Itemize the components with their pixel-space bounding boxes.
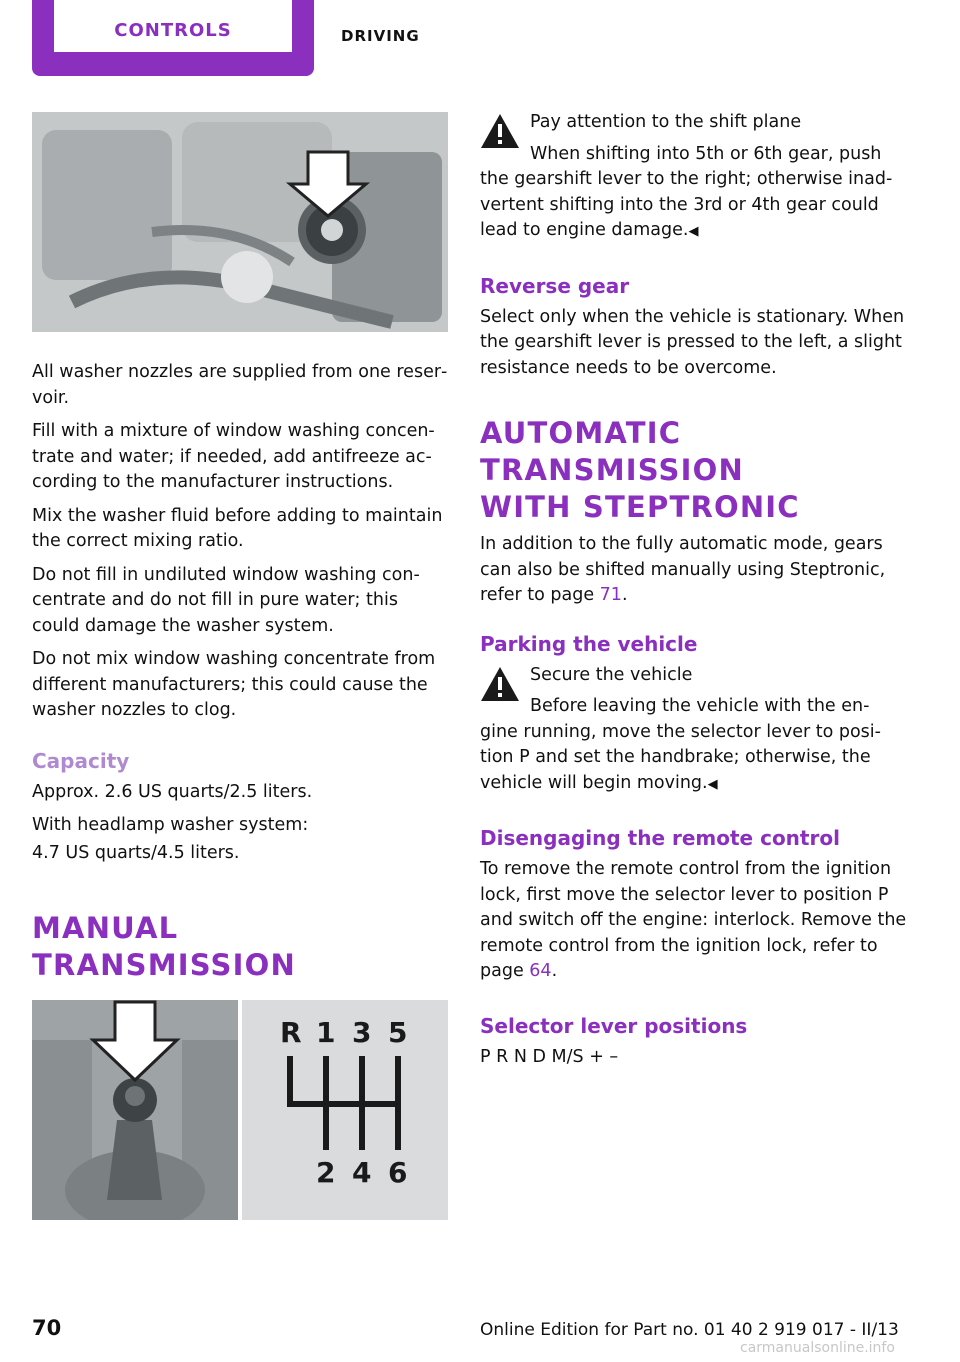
- tab-controls-label: CONTROLS: [114, 20, 232, 41]
- manual-transmission-heading: MANUAL TRANSMISSION: [32, 911, 296, 982]
- gear-label-r: R: [280, 1016, 302, 1049]
- selector-positions-text: P R N D M/S + –: [480, 1046, 619, 1067]
- automatic-transmission-heading-1: AUTOMATIC TRANSMISSION: [480, 416, 744, 487]
- end-marker-icon: ◀: [707, 776, 718, 792]
- shift-bottom-labels: [242, 1156, 448, 1190]
- gearshift-illustration: [32, 1000, 238, 1220]
- secure-vehicle-rest-text: gine running, move the selector lever to posi‐tion P and set the handbrake; otherwise, the vehicle will begin moving.: [480, 721, 881, 793]
- shift-plane-title: Pay attention to the shift plane: [530, 112, 802, 132]
- shift-plane-rest-text: the gearshift lever to the right; otherwise inad‐vertent shifting into the 3rd or 4th gear could lead to engine damage.: [480, 169, 893, 240]
- gearshift-photo: [32, 1000, 238, 1220]
- washer-reservoir-photo: [32, 112, 448, 332]
- shift-top-labels: [242, 1016, 448, 1050]
- tab-controls-inner: [54, 0, 292, 52]
- capacity-heading: Capacity: [32, 748, 130, 773]
- capacity-headlamp-value: 4.7 US quarts/4.5 liters.: [32, 842, 240, 863]
- secure-vehicle-title: Secure the vehicle: [530, 664, 693, 685]
- shift-plane-line1: When shifting into 5th or 6th gear, push: [530, 143, 882, 164]
- shift-pattern-diagram: [242, 1000, 448, 1220]
- disengaging-text: To remove the remote control from the ignition lock, first move the selector lever to position P and switch off the engine: interlock. Remove the remote control from the ignition lock, refer to page 64.: [480, 859, 907, 981]
- selector-positions-heading: Selector lever positions: [480, 1013, 748, 1038]
- tab-controls[interactable]: [32, 0, 314, 76]
- capacity-approx: Approx. 2.6 US quarts/2.5 liters.: [32, 781, 313, 802]
- warning-icon: [480, 665, 520, 703]
- tab-driving[interactable]: DRIVING: [341, 27, 420, 45]
- mix-fluid-text: Mix the washer fluid before adding to maintain the correct mixing ratio.: [32, 505, 443, 551]
- gear-label-1: 1: [316, 1016, 336, 1049]
- page-number: 70: [32, 1316, 62, 1340]
- reverse-gear-text: Select only when the vehicle is stationary. When the gearshift lever is pressed to the left, a slight resistance needs to be overcome.: [480, 306, 905, 378]
- left-column: [32, 112, 448, 1220]
- capacity-headlamp-label: With headlamp washer system:: [32, 815, 309, 835]
- end-marker-icon: ◀: [688, 224, 699, 239]
- secure-vehicle-warning: [480, 663, 912, 720]
- fill-mixture-text: Fill with a mixture of window washing concen‐trate and water; if needed, add antifreeze ac‐cording to the manufacturer instructions.: [32, 421, 435, 492]
- page-link-71[interactable]: 71: [599, 585, 622, 605]
- watermark: carmanualsonline.info: [740, 1340, 895, 1356]
- gear-label-4: 4: [352, 1156, 372, 1189]
- edition-text: Online Edition for Part no. 01 40 2 919 017 - II/13: [480, 1320, 899, 1340]
- washer-reservoir-illustration: [32, 112, 448, 332]
- parking-heading: Parking the vehicle: [480, 631, 698, 656]
- shift-plane-rest: [480, 167, 912, 245]
- gear-label-2: 2: [316, 1156, 336, 1189]
- disengaging-heading: Disengaging the remote control: [480, 826, 840, 850]
- secure-vehicle-rest: [480, 720, 912, 798]
- steptronic-text-body: In addition to the fully automatic mode, gears can also be shifted manually using Steptronic, refer to page: [480, 534, 886, 605]
- disengaging-text-body: To remove the remote control from the ignition lock, first move the selector lever to position P and switch off the engine: interlock. Remove the remote control from the ignition lock, refer to page: [480, 859, 907, 981]
- gear-label-5: 5: [388, 1016, 408, 1049]
- gear-label-3: 3: [352, 1016, 372, 1049]
- steptronic-text: In addition to the fully automatic mode, gears can also be shifted manually using Steptronic, refer to page 71.: [480, 534, 886, 605]
- gearshift-figures: [32, 1000, 448, 1220]
- automatic-transmission-heading-2: WITH STEPTRONIC: [480, 490, 800, 524]
- warning-icon: [480, 112, 520, 150]
- secure-vehicle-line1: Before leaving the vehicle with the en‐: [530, 696, 870, 716]
- undiluted-text: Do not fill in undiluted window washing con‐centrate and do not fill in pure water; this could damage the washer system.: [32, 564, 420, 636]
- shift-plane-warning: [480, 110, 912, 167]
- reverse-gear-heading: Reverse gear: [480, 273, 630, 298]
- page-link-64[interactable]: 64: [529, 961, 552, 981]
- gear-label-6: 6: [388, 1156, 408, 1189]
- right-column: [480, 110, 912, 1078]
- manufacturers-text: Do not mix window washing concentrate from different manufacturers; this could cause the washer nozzles to clog.: [32, 649, 436, 720]
- washer-nozzles-text: All washer nozzles are supplied from one reser‐voir.: [32, 362, 448, 408]
